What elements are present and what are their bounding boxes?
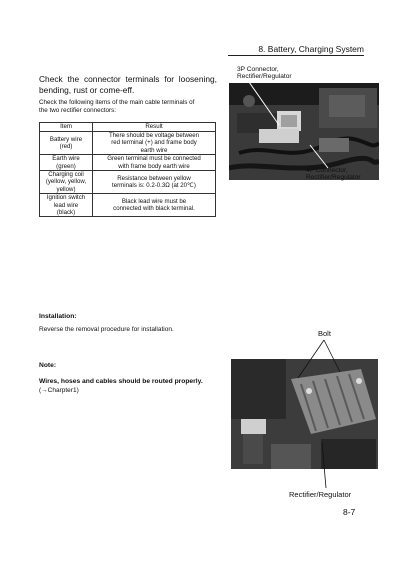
rectifier-label: Rectifier/Regulator (289, 490, 352, 499)
bolt-leader-lines (280, 338, 360, 388)
cell-line: lead wire (53, 201, 79, 209)
installation-text: Reverse the removal procedure for installation. (39, 326, 174, 333)
header-rule (228, 55, 364, 56)
label-line: Rectifier/Regulator (306, 174, 361, 182)
instruction-line: the two rectifier connectors: (39, 107, 116, 115)
cell-line: (green) (56, 162, 76, 170)
label-line: 4P Connector, (306, 167, 348, 174)
page-number: 8-7 (343, 507, 356, 517)
cell-line: terminals is: 0.2-0.3Ω (at 20℃) (112, 182, 196, 190)
cell-line: yellow) (56, 185, 76, 193)
photo1-bottom-leader (300, 140, 350, 175)
column-header-result: Result (93, 123, 216, 132)
cell-line: There should be voltage between (108, 132, 200, 139)
cell-line: (yellow, yellow, (45, 178, 87, 186)
cell-line: Resistance between yellow (117, 174, 191, 182)
photo1-leader-line (229, 60, 329, 130)
table-row (40, 132, 216, 155)
table-row (40, 171, 216, 194)
instruction-line: Check the following items of the main cable terminals of (39, 99, 195, 106)
table-row (40, 194, 216, 217)
installation-heading: Installation: (39, 313, 77, 320)
column-header-item: Item (40, 123, 93, 132)
table-row (40, 155, 216, 171)
cell-line: Black lead wire must be (121, 197, 187, 205)
note-reference: (→Charpter1) (39, 387, 79, 394)
result-cell (93, 132, 216, 155)
connector-check-table (39, 122, 216, 217)
cell-line: earth wire (140, 146, 168, 154)
rectifier-leader-line (310, 440, 340, 490)
label-line: 3P Connector, (237, 66, 279, 73)
cell-line: Ignition switch (46, 194, 86, 202)
instruction-paragraph (39, 99, 221, 115)
cell-line: (black) (56, 209, 76, 217)
cell-line: Battery wire (49, 135, 83, 143)
table-header-row (40, 123, 216, 132)
cell-line: with frame body earth wire (118, 162, 190, 170)
result-cell (93, 194, 216, 217)
section-title: 8. Battery, Charging System (258, 44, 364, 54)
cell-line: Charging coil (48, 171, 84, 179)
cell-line: Green terminal must be connected (107, 155, 201, 163)
item-cell (40, 194, 93, 217)
note-heading: Note: (39, 362, 57, 369)
item-cell (40, 132, 93, 155)
cell-line: connected with black terminal. (113, 205, 195, 213)
cell-line: red terminal (+) and frame body (111, 139, 197, 147)
result-cell (93, 155, 216, 171)
result-cell (93, 171, 216, 194)
bolt-label: Bolt (318, 329, 331, 338)
cell-line: (red) (59, 143, 73, 151)
item-cell (40, 155, 93, 171)
intro-paragraph: Check the connector terminals for loosening, bending, rust or come-eff. (39, 74, 217, 95)
label-line: Rectifier/Regulator (237, 73, 292, 81)
item-cell (40, 171, 93, 194)
cell-line: Earth wire (52, 155, 80, 163)
note-text: Wires, hoses and cables should be routed properly. (39, 378, 203, 385)
